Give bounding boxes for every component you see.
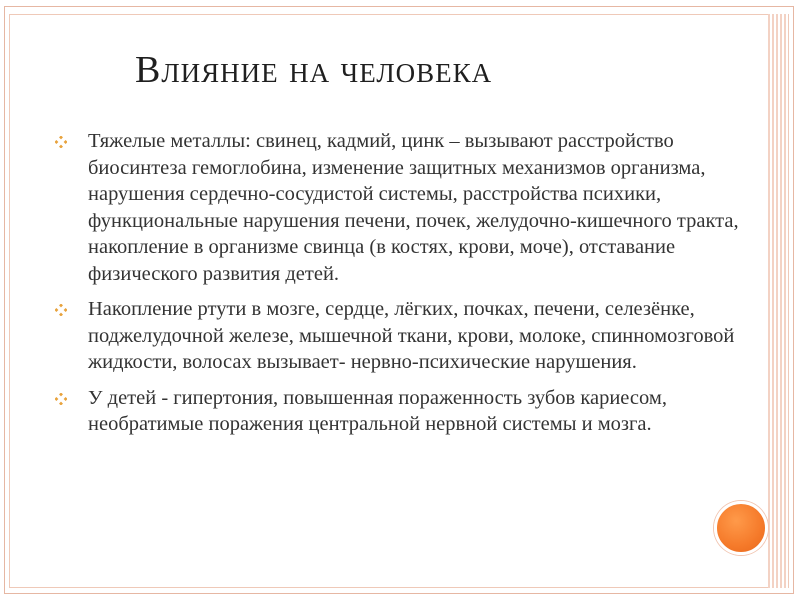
decorative-orange-circle (714, 501, 768, 555)
decorative-stripes (768, 14, 789, 588)
bullet-list (50, 128, 750, 447)
bullet-text: У детей - гипертония, повышенная пораженность зубов кариесом, необратимые поражения центральной нервной системы и мозга. (88, 386, 667, 435)
bullet-item-2 (50, 296, 750, 376)
diamond-bullet-icon (55, 393, 67, 405)
diamond-bullet-icon (55, 304, 67, 316)
diamond-bullet-icon (55, 136, 67, 148)
bullet-text: Накопление ртути в мозге, сердце, лёгких, почках, печени, селезёнке, поджелудочной железе, мышечной ткани, крови, молоке, спинномозговой жидкости, волосах вызывает- нервно-психические нарушения. (88, 298, 735, 373)
bullet-item-3 (50, 385, 750, 438)
slide-title: Влияние на человека (135, 49, 493, 91)
bullet-text: Тяжелые металлы: свинец, кадмий, цинк – вызывают расстройство биосинтеза гемоглобина, изменение защитных механизмов организма, нарушения сердечно-сосудистой системы, расстройства психики, функциональные нарушения печени, почек, желудочно-кишечного тракта, накопление в организме свинца (в костях, крови, моче), отставание физического развития детей. (88, 130, 739, 285)
bullet-item-1 (50, 128, 750, 287)
